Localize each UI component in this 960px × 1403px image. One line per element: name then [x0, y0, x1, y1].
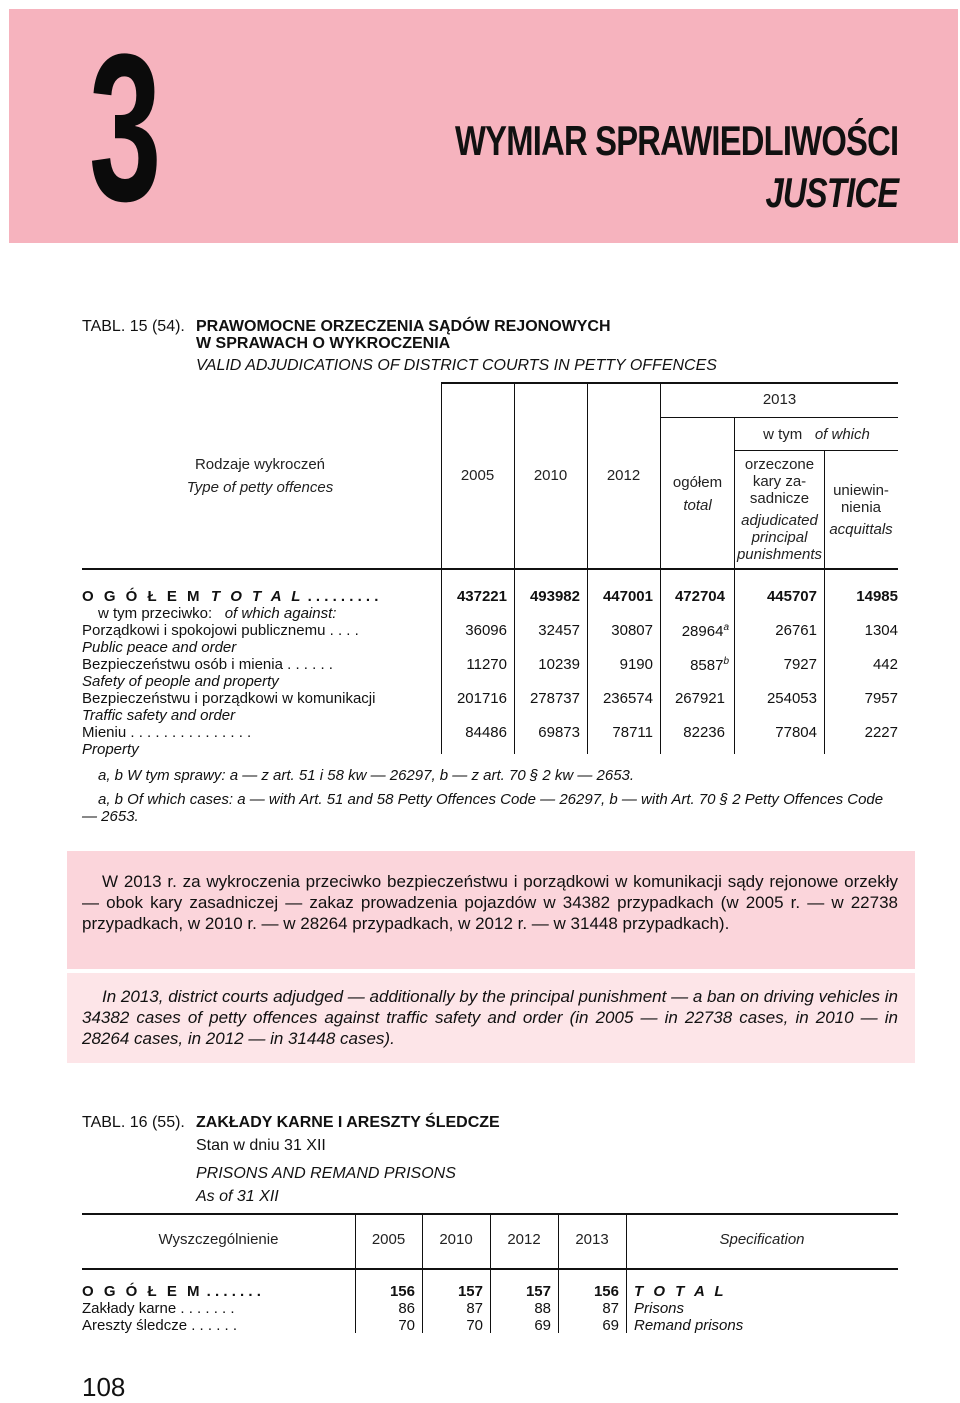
header-of-which [735, 426, 898, 443]
info-text-pl: W 2013 r. za wykroczenia przeciwko bezpieczeństwu i porządkowi w komunikacji sądy rejonowe orzekły — obok kary zasadniczej — zakaz prowadzenia pojazdów w 34382 przypadkach (w 2005 r. — w 22738 przypadkach, w 2010 r. — w 28264 przypadkach, w 2012 r. — w 31448 przypadkach). [82, 872, 898, 933]
table-row-label: Bezpieczeństwu osób i mienia . . . . . . [82, 656, 333, 673]
table-cell: 87 [602, 1300, 619, 1317]
table-cell: 14985 [856, 588, 898, 605]
table-row-label-en: Prisons [634, 1300, 685, 1317]
table-cell: 82236 [683, 724, 725, 741]
table15-note-en-cont: — 2653. [82, 808, 139, 825]
table-cell: 2227 [864, 724, 898, 741]
table-cell: 156 [593, 1283, 619, 1300]
table-cell: 9190 [619, 656, 653, 673]
table-row-label: Zakłady karne . . . . . . . [82, 1300, 235, 1317]
t16-header-spec-en: Specification [719, 1231, 805, 1248]
chapter-banner [9, 9, 958, 243]
table16-subtitle-en: As of 31 XII [196, 1188, 279, 1205]
table15-title-en: VALID ADJUDICATIONS OF DISTRICT COURTS IN PETTY OFFENCES [196, 357, 717, 374]
table-cell: 447001 [602, 588, 653, 605]
table-row-label: w tym przeciwko: of which against: [98, 605, 337, 622]
table-cell: 26761 [775, 622, 817, 639]
table-cell: 77804 [775, 724, 817, 741]
table-cell: 32457 [538, 622, 580, 639]
table15-note-en: a, b Of which cases: a — with Art. 51 and 58 Petty Offences Code — 26297, b — with Art. 70 § 2 Petty Offences Code [98, 791, 884, 808]
table-row-label: Areszty śledcze . . . . . . [82, 1317, 238, 1334]
table15-label: TABL. 15 (54). [82, 318, 185, 335]
table-row-label: Porządkowi i spokojowi publicznemu . . . . [82, 622, 359, 639]
table-cell: 156 [389, 1283, 415, 1300]
header-of-which-en: of which [814, 426, 870, 443]
table15-title-line1: PRAWOMOCNE ORZECZENIA SĄDÓW REJONOWYCH [196, 318, 611, 335]
table-row-label-en: Public peace and order [82, 639, 237, 656]
table-row-label-en: Property [82, 741, 139, 758]
table-cell: 1304 [864, 622, 898, 639]
table-row-label-en: Remand prisons [634, 1317, 744, 1334]
t16-header-2013: 2013 [575, 1231, 609, 1248]
table16-title-en: PRISONS AND REMAND PRISONS [196, 1165, 456, 1182]
header-adjudicated [735, 456, 824, 563]
table-cell: 493982 [529, 588, 580, 605]
table-cell: 86 [398, 1300, 415, 1317]
table15-header-rule [82, 568, 898, 570]
table-cell: 87 [466, 1300, 483, 1317]
table-row-label-en: Traffic safety and order [82, 707, 236, 724]
header-adj-pl: sadnicze [749, 490, 810, 507]
header-2013: 2013 [762, 391, 797, 408]
header-total-en: total [683, 497, 712, 514]
table-cell: 30807 [611, 622, 653, 639]
page-number: 108 [82, 1372, 126, 1402]
table-cell: 78711 [612, 724, 653, 741]
table15-ofwhich-rule [735, 450, 898, 451]
header-2012: 2012 [606, 467, 641, 484]
t16-header-2005: 2005 [371, 1231, 406, 1248]
table-cell: 437221 [456, 588, 507, 605]
table-cell: 10239 [538, 656, 580, 673]
header-acquittals [824, 482, 898, 538]
header-total-pl: ogółem [672, 474, 723, 491]
header-of-which-pl: w tym [763, 426, 803, 443]
header-adj-en: principal [751, 529, 808, 546]
chapter-title-pl: WYMIAR SPRAWIEDLIWOŚCI [454, 117, 898, 164]
table-cell: 445707 [766, 588, 817, 605]
table15-note-pl: a, b W tym sprawy: a — z art. 51 i 58 kw — 26297, b — z art. 70 § 2 kw — 2653. [98, 767, 635, 784]
table16-title: ZAKŁADY KARNE I ARESZTY ŚLEDCZE [196, 1114, 500, 1131]
table-row-label-en: Safety of people and property [82, 673, 279, 690]
table-cell: 69 [602, 1317, 619, 1334]
t16-header-spec-pl: Wyszczególnienie [158, 1231, 279, 1248]
header-adj-en: punishments [736, 546, 823, 563]
table-cell: 7927 [783, 656, 817, 673]
header-acq-en: acquittals [829, 521, 893, 538]
table16-subtitle-pl: Stan w dniu 31 XII [196, 1137, 326, 1154]
stub-header-en: Type of petty offences [186, 479, 334, 496]
header-adj-en: adjudicated [741, 512, 818, 529]
table-row-label: Mieniu . . . . . . . . . . . . . . . [82, 724, 252, 741]
table-cell: 157 [525, 1283, 551, 1300]
table-row-label-en: T O T A L [634, 1283, 727, 1300]
header-acq-pl: nienia [840, 499, 882, 516]
info-text-en: In 2013, district courts adjudged — additionally by the principal punishment — a ban on driving vehicles in 34382 cases of petty offences against traffic safety and order (in 2005 — in 22738 cases, in 2010 — in 28264 cases, in 2012 — in 31448 cases). [82, 987, 898, 1048]
table-cell: 254053 [766, 690, 817, 707]
table16-label: TABL. 16 (55). [82, 1114, 185, 1131]
header-2010: 2010 [533, 467, 568, 484]
header-2005: 2005 [460, 467, 495, 484]
table-cell: 28964$^a$ [681, 622, 729, 640]
table15-top-rule [441, 382, 898, 384]
table-cell: 157 [457, 1283, 483, 1300]
table-cell: 442 [872, 656, 898, 673]
table-cell: 472704 [674, 588, 725, 605]
header-adj-pl: orzeczone [744, 456, 815, 473]
table-cell: 84486 [465, 724, 507, 741]
table-cell: 70 [466, 1317, 483, 1334]
table15-2013-rule [661, 417, 898, 418]
header-adj-pl: kary za- [752, 473, 807, 490]
table-row-label: O G Ó Ł E M . . . . . . . [82, 1283, 261, 1300]
table-cell: 70 [398, 1317, 415, 1334]
t16-header-2010: 2010 [439, 1231, 473, 1248]
stub-header-pl: Rodzaje wykroczeń [194, 456, 326, 473]
table-row-label: Bezpieczeństwu i porządkowi w komunikacji [82, 690, 376, 707]
table-cell: 236574 [602, 690, 653, 707]
chapter-title-en: JUSTICE [765, 169, 898, 216]
table15-title-line2: W SPRAWACH O WYKROCZENIA [196, 335, 451, 352]
table-cell: 8587$^b$ [690, 656, 729, 674]
table-cell: 88 [534, 1300, 551, 1317]
table-cell: 36096 [465, 622, 507, 639]
table-cell: 69873 [538, 724, 580, 741]
t16-header-2012: 2012 [507, 1231, 541, 1248]
table-cell: 278737 [529, 690, 580, 707]
table-cell: 69 [534, 1317, 551, 1334]
header-acq-pl: uniewin- [833, 482, 889, 499]
table-cell: 7957 [864, 690, 898, 707]
table-cell: 267921 [674, 690, 725, 707]
chapter-number: 3 [89, 10, 162, 245]
table-cell: 11270 [466, 656, 507, 673]
table-row-label: O G Ó Ł E M T O T A L . . . . . . . . . [82, 588, 379, 605]
table-cell: 201716 [456, 690, 507, 707]
